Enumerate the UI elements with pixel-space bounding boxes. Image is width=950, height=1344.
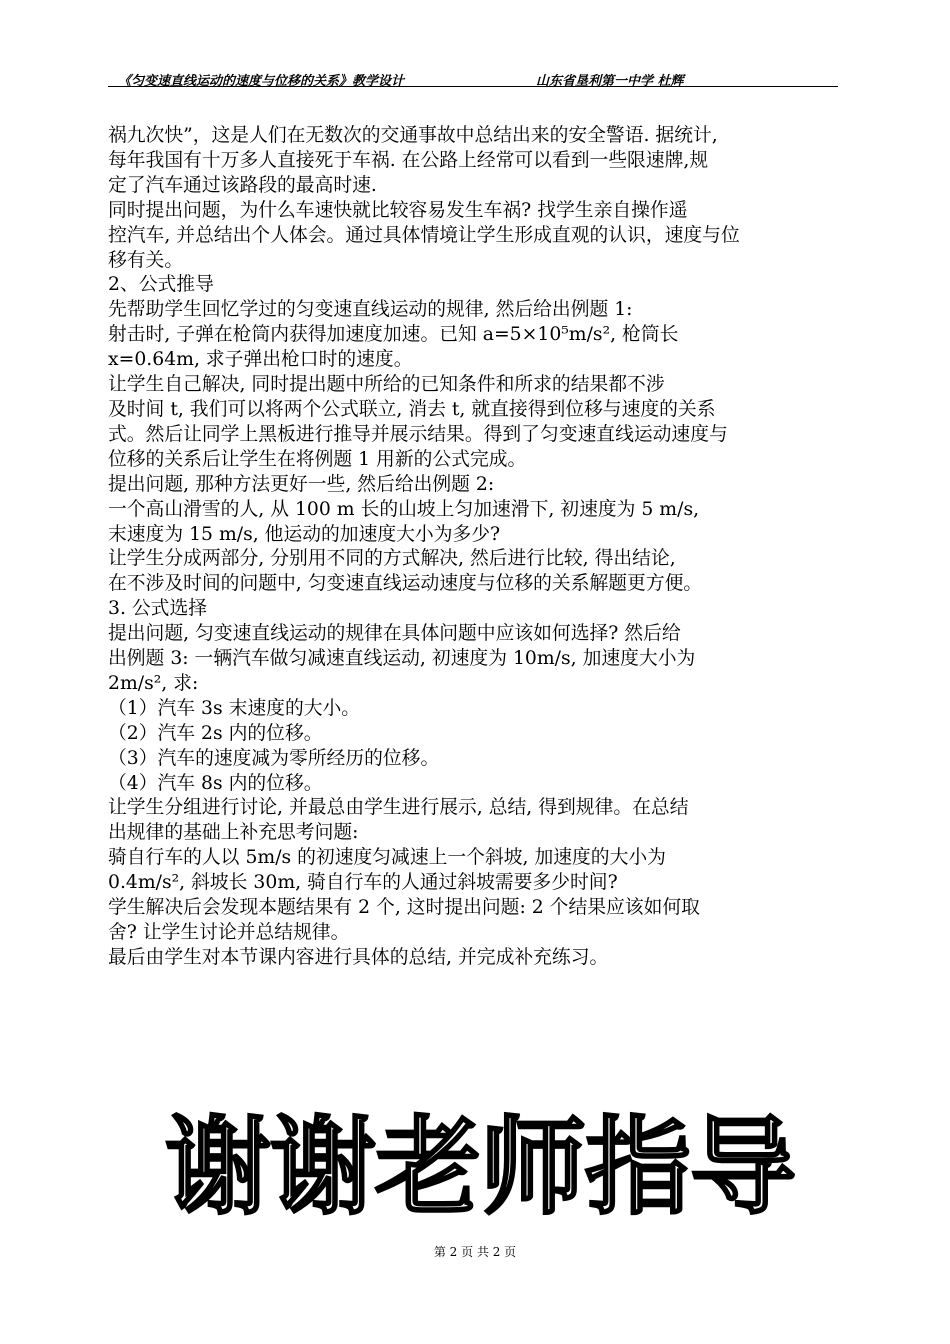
body-line: 移有关。 — [108, 249, 184, 271]
body-line: 出例题 3: 一辆汽车做匀减速直线运动, 初速度为 10m/s, 加速度大小为 — [108, 648, 696, 670]
body-line: 让学生分成两部分, 分别用不同的方式解决, 然后进行比较, 得出结论, — [108, 548, 676, 570]
thanks-outline-text — [160, 1092, 800, 1222]
body-line: 一个高山滑雪的人, 从 100 m 长的山坡上匀加速滑下, 初速度为 5 m/s, — [108, 498, 700, 520]
page-number: 第 2 页 共 2 页 — [433, 1245, 517, 1259]
body-line: （1）汽车 3s 末速度的大小。 — [108, 697, 361, 719]
body-line: 末速度为 15 m/s, 他运动的加速度大小为多少? — [108, 523, 501, 545]
body-line: 先帮助学生回忆学过的匀变速直线运动的规律, 然后给出例题 1: — [108, 299, 633, 321]
page-header — [108, 70, 838, 87]
body-line: 每年我国有十万多人直接死于车祸. 在公路上经常可以看到一些限速牌,规 — [108, 149, 709, 171]
body-line: （2）汽车 2s 内的位移。 — [108, 722, 323, 744]
body-line: 式。然后让同学上黑板进行推导并展示结果。得到了匀变速直线运动速度与 — [108, 423, 728, 445]
thanks-text: 谢谢老师指导 — [165, 1106, 795, 1222]
body-line: 提出问题, 匀变速直线运动的规律在具体问题中应该如何选择? 然后给 — [108, 623, 681, 645]
body-line: 0.4m/s², 斜坡长 30m, 骑自行车的人通过斜坡需要多少时间? — [108, 872, 618, 894]
body-line: 最后由学生对本节课内容进行具体的总结, 并完成补充练习。 — [108, 946, 609, 968]
body-line: 3. 公式选择 — [108, 598, 208, 620]
body-line: 提出问题, 那种方法更好一些, 然后给出例题 2: — [108, 473, 495, 495]
body-line: 位移的关系后让学生在将例题 1 用新的公式完成。 — [108, 448, 527, 470]
body-line: 同时提出问题，为什么车速快就比较容易发生车祸? 找学生亲自操作遥 — [108, 199, 688, 221]
body-line: 让学生分组进行讨论, 并最总由学生进行展示, 总结, 得到规律。在总结 — [108, 797, 689, 819]
body-line: 控汽车, 并总结出个人体会。通过具体情境让学生形成直观的认识，速度与位 — [108, 224, 740, 246]
body-line: 及时间 t, 我们可以将两个公式联立, 消去 t, 就直接得到位移与速度的关系 — [108, 398, 716, 420]
body-line: 学生解决后会发现本题结果有 2 个, 这时提出问题: 2 个结果应该如何取 — [108, 897, 700, 919]
header-author: 山东省垦利第一中学 杜辉 — [536, 74, 684, 89]
body-line: 2、公式推导 — [108, 274, 214, 296]
body-line: 在不涉及时间的问题中, 匀变速直线运动速度与位移的关系解题更方便。 — [108, 573, 703, 595]
body-line: 骑自行车的人以 5m/s 的初速度匀减速上一个斜坡, 加速度的大小为 — [108, 847, 666, 869]
body-line: 出规律的基础上补充思考问题: — [108, 822, 359, 844]
body-line: 定了汽车通过该路段的最高时速. — [108, 174, 377, 196]
body-line: x=0.64m, 求子弹出枪口时的速度。 — [108, 349, 413, 371]
body-line: 祸九次快”，这是人们在无数次的交通事故中总结出来的安全警语. 据统计, — [108, 125, 718, 146]
body-line: （3）汽车的速度减为零所经历的位移。 — [108, 747, 440, 769]
thanks-banner — [160, 1092, 800, 1222]
document-body — [108, 124, 838, 971]
body-line: 射击时, 子弹在枪筒内获得加速度加速。已知 a=5×10⁵m/s², 枪筒长 — [108, 324, 679, 346]
body-line: 舍? 让学生讨论并总结规律。 — [108, 922, 350, 943]
header-title: 《匀变速直线运动的速度与位移的关系》教学设计 — [118, 74, 405, 89]
body-line: （4）汽车 8s 内的位移。 — [108, 772, 323, 794]
body-line: 让学生自己解决, 同时提出题中所给的已知条件和所求的结果都不涉 — [108, 374, 665, 396]
body-line: 2m/s², 求: — [108, 672, 199, 694]
